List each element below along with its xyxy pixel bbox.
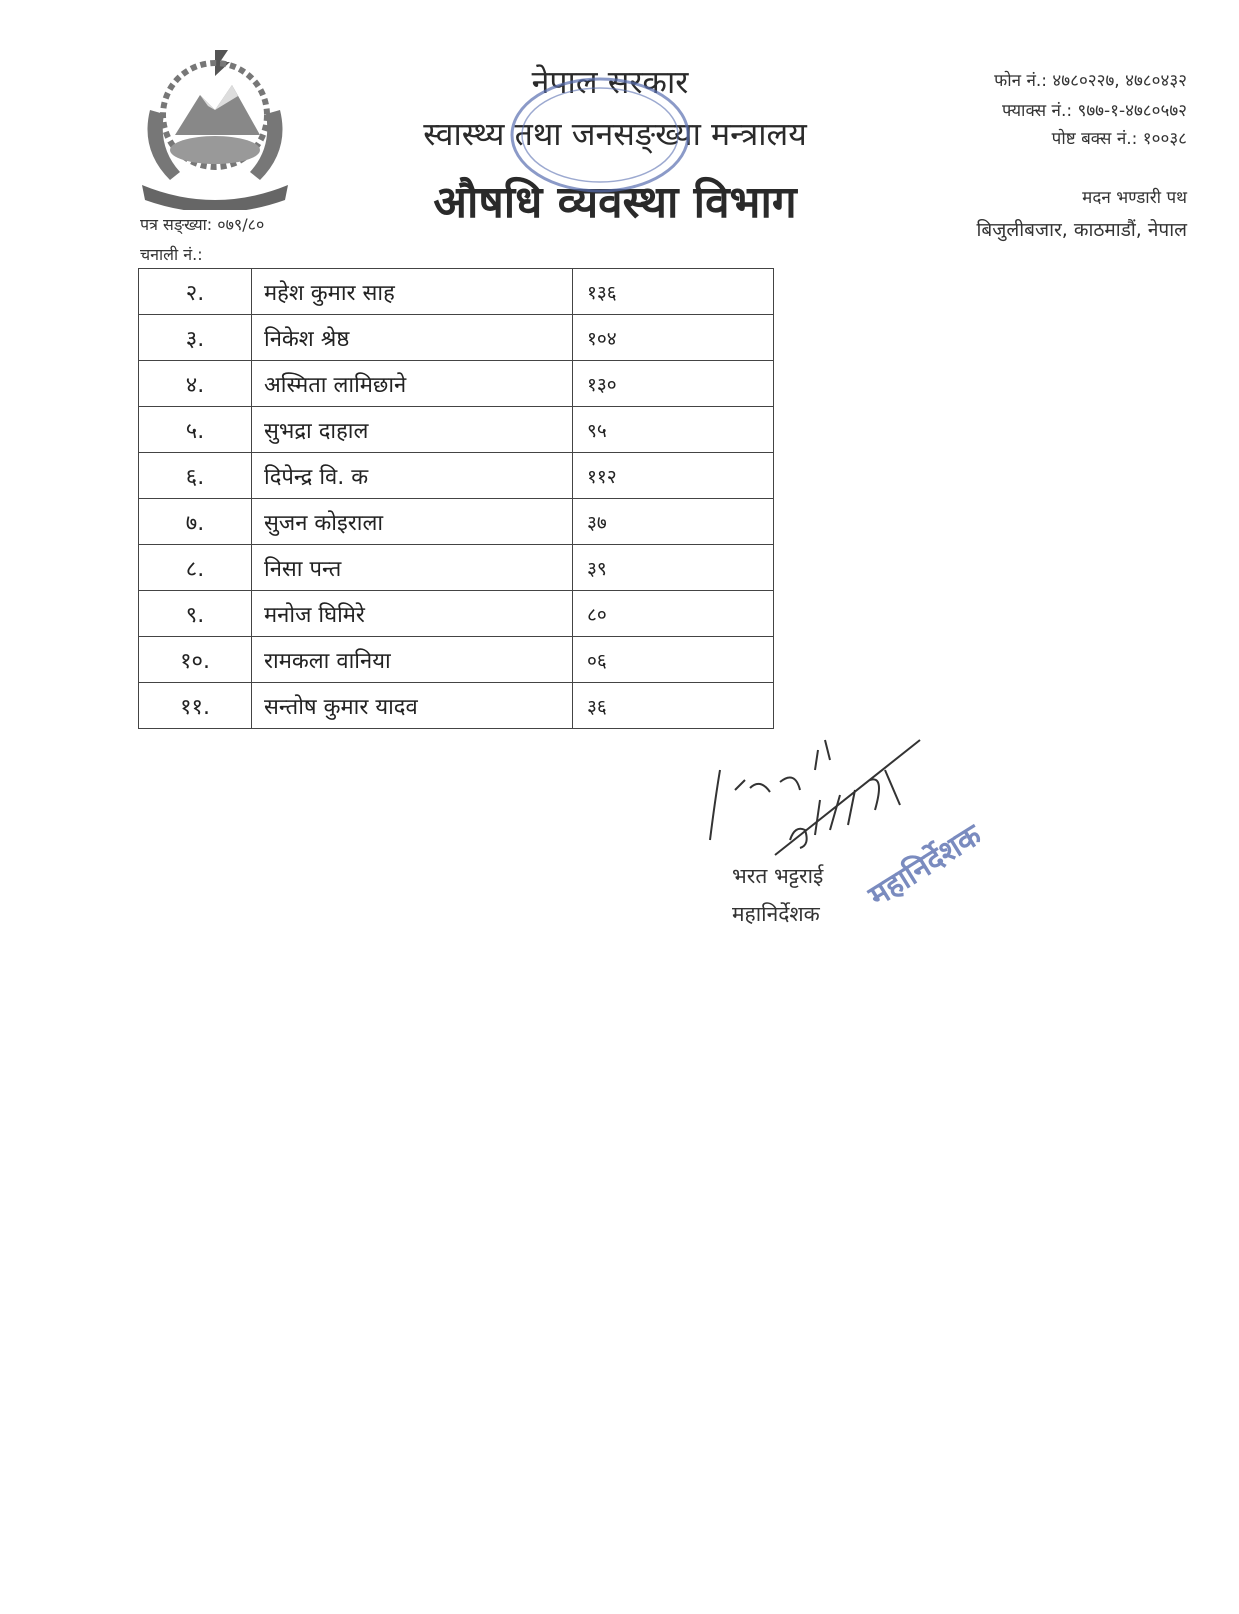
candidate-name-cell: अस्मिता लामिछाने xyxy=(252,361,573,407)
signatory-title: महानिर्देशक xyxy=(732,902,820,926)
table-row xyxy=(139,591,774,637)
table-row xyxy=(139,315,774,361)
table-row xyxy=(139,683,774,729)
street-address: मदन भण्डारी पथ xyxy=(1082,188,1187,208)
candidate-name-cell: सन्तोष कुमार यादव xyxy=(252,683,573,729)
score-cell: ०६ xyxy=(573,637,774,683)
score-cell: १३६ xyxy=(573,269,774,315)
serial-number-cell: ११. xyxy=(139,683,252,729)
fax-number: फ्याक्स नं.: ९७७-१-४७८०५७२ xyxy=(1002,101,1187,121)
candidate-name-cell: रामकला वानिया xyxy=(252,637,573,683)
serial-number-cell: २. xyxy=(139,269,252,315)
nepal-government-emblem-icon xyxy=(120,40,310,210)
serial-number-cell: ३. xyxy=(139,315,252,361)
results-table xyxy=(138,268,774,729)
table-row xyxy=(139,453,774,499)
table-row xyxy=(139,269,774,315)
score-cell: १३० xyxy=(573,361,774,407)
serial-number-cell: ४. xyxy=(139,361,252,407)
table-row xyxy=(139,407,774,453)
serial-number-cell: ५. xyxy=(139,407,252,453)
signatory-title-stamp: महानिर्देशक xyxy=(862,817,988,914)
score-cell: १०४ xyxy=(573,315,774,361)
candidate-name-cell: निसा पन्त xyxy=(252,545,573,591)
table-row xyxy=(139,361,774,407)
table-row xyxy=(139,637,774,683)
po-box: पोष्ट बक्स नं.: १००३८ xyxy=(1051,129,1187,149)
table-row xyxy=(139,545,774,591)
official-stamp xyxy=(500,70,700,200)
candidate-name-cell: मनोज घिमिरे xyxy=(252,591,573,637)
candidate-name-cell: दिपेन्द्र वि. क xyxy=(252,453,573,499)
serial-number-cell: १०. xyxy=(139,637,252,683)
serial-number-cell: ६. xyxy=(139,453,252,499)
department-heading: औषधि व्यवस्था विभाग xyxy=(433,177,797,228)
serial-number-cell: ९. xyxy=(139,591,252,637)
candidate-name-cell: महेश कुमार साह xyxy=(252,269,573,315)
score-cell: ३७ xyxy=(573,499,774,545)
government-heading: नेपाल सरकार xyxy=(531,63,689,101)
candidate-name-cell: सुजन कोइराला xyxy=(252,499,573,545)
reference-number: पत्र सङ्ख्या: ०७९/८० xyxy=(140,215,265,234)
score-cell: ९५ xyxy=(573,407,774,453)
score-cell: ३६ xyxy=(573,683,774,729)
serial-number-cell: ८. xyxy=(139,545,252,591)
serial-number-cell: ७. xyxy=(139,499,252,545)
table-row xyxy=(139,499,774,545)
city-address: बिजुलीबजार, काठमाडौं, नेपाल xyxy=(976,219,1187,241)
phone-number: फोन नं.: ४७८०२२७, ४७८०४३२ xyxy=(994,71,1187,91)
score-cell: ८० xyxy=(573,591,774,637)
score-cell: ११२ xyxy=(573,453,774,499)
ministry-heading: स्वास्थ्य तथा जनसङ्ख्या मन्त्रालय xyxy=(423,115,807,153)
score-cell: ३९ xyxy=(573,545,774,591)
candidate-name-cell: सुभद्रा दाहाल xyxy=(252,407,573,453)
signatory-name: भरत भट्टराई xyxy=(732,864,824,888)
dispatch-number: चनाली नं.: xyxy=(140,245,203,264)
candidate-name-cell: निकेश श्रेष्ठ xyxy=(252,315,573,361)
